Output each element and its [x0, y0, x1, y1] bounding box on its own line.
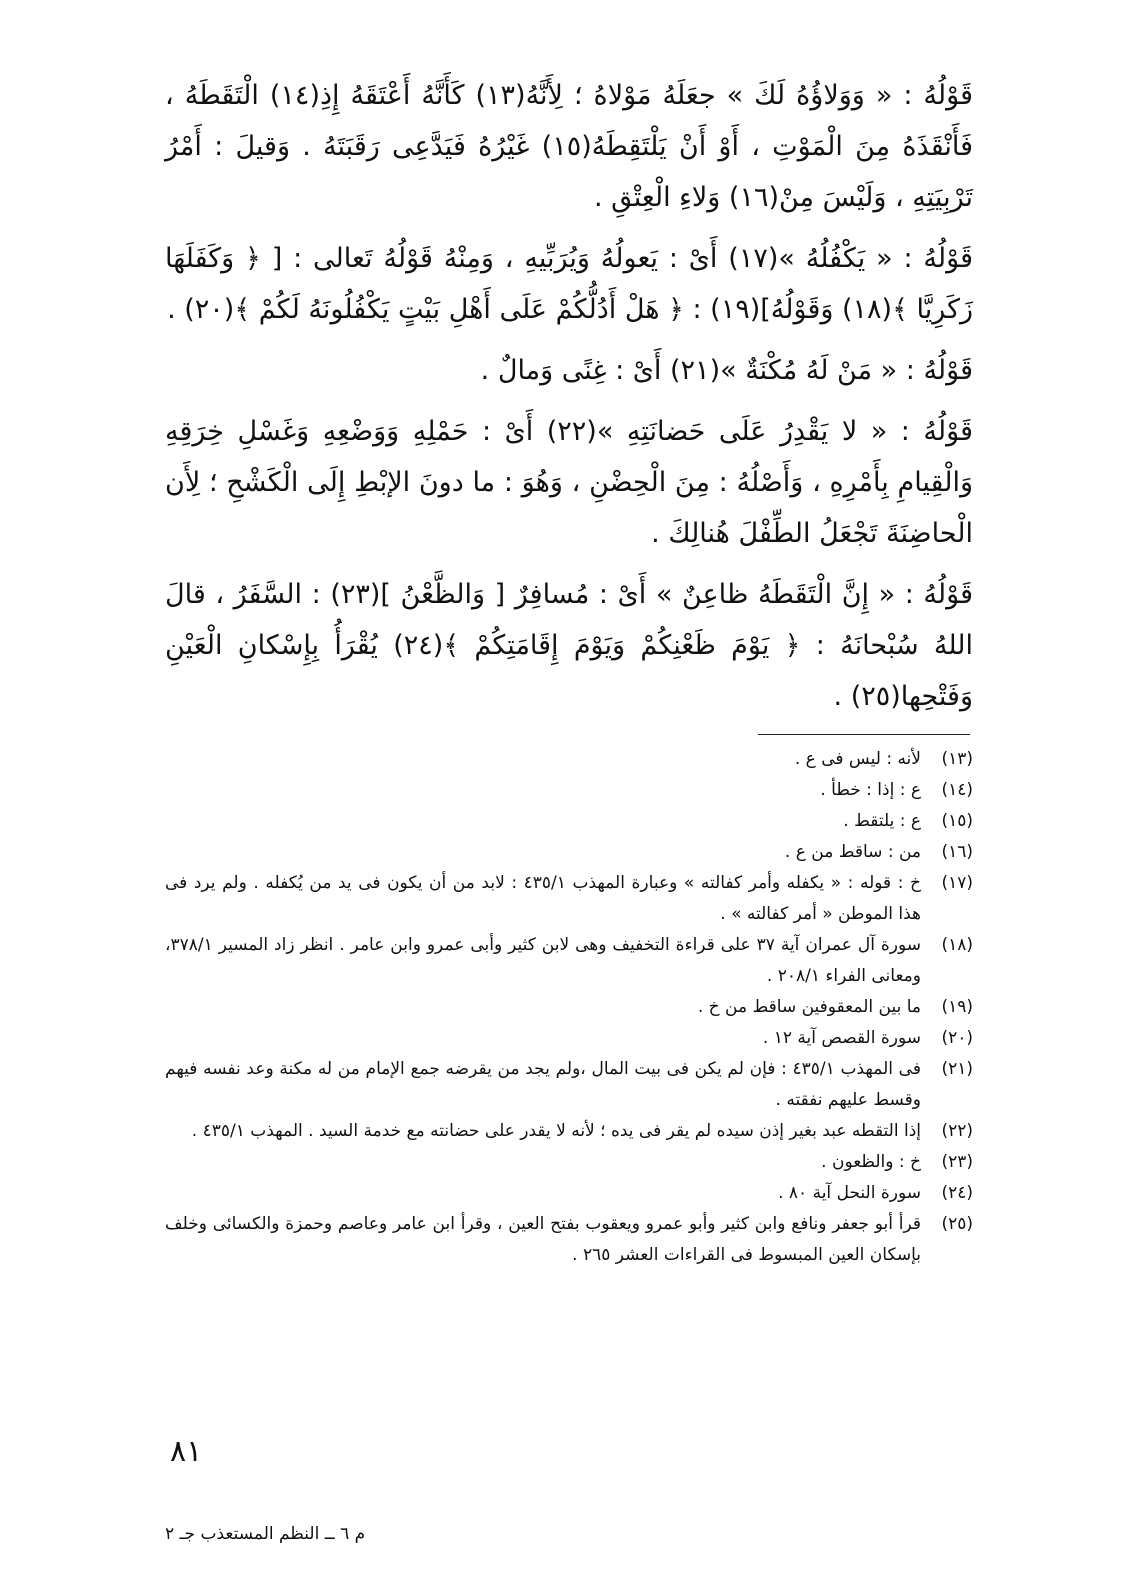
footnote-number: (١٨): [941, 935, 973, 955]
footnote-text: ع : إذا : خطأ .: [820, 780, 921, 800]
footnote-text: سورة آل عمران آية ٣٧ على قراءة التخفيف وهى لابن كثير وأبى عمرو وابن عامر . انظر زاد المسير ٣٧٨/١، ومعانى الفراء ٢٠٨/١ .: [165, 935, 921, 986]
footnote-text: سورة القصص آية ١٢ .: [762, 1028, 921, 1048]
footnote-number: (١٧): [941, 873, 973, 893]
footnote-number: (١٩): [941, 997, 973, 1017]
main-paragraph-5: قَوْلُهُ : « إِنَّ الْتَقَطَهُ ظاعِنٌ » أَىْ : مُسافِرٌ [ وَالظَّعْنُ ](٢٣) : السَّفَرُ ، قالَ اللهُ سُبْحانَهُ : ﴿ يَوْمَ ظَعْنِكُمْ وَيَوْمَ إِقَامَتِكُمْ ﴾(٢٤) يُقْرَأُ بِإِسْكانِ الْعَيْنِ وَفَتْحِها(٢٥) .: [165, 579, 973, 712]
footnote-22: [165, 1116, 973, 1147]
main-paragraph-4: قَوْلُهُ : « لا يَقْدِرُ عَلَى حَضانَتِهِ »(٢٢) أَىْ : حَمْلِهِ وَوَضْعِهِ وَغَسْلِ خِرَقِهِ وَالْقِيامِ بِأَمْرِهِ ، وَأَصْلُهُ : مِنَ الْحِضْنِ ، وَهُوَ : ما دونَ الإبْطِ إِلَى الْكَشْحِ ؛ لِأَن الْحاضِنَةَ تَجْعَلُ الطِّفْلَ هُنالِكَ .: [165, 416, 973, 549]
footnote-number: (١٤): [941, 780, 973, 800]
footnotes: [165, 744, 973, 1271]
footnote-17: [165, 868, 973, 930]
main-paragraph-1: قَوْلُهُ : « وَوَلاؤُهُ لَكَ » جعَلَهُ مَوْلاهُ ؛ لِأَنَّهُ(١٣) كَأَنَّهُ أَعْتَقَهُ إِذِ(١٤) الْتَقَطَهُ ، فَأَنْقَذَهُ مِنَ الْمَوْتِ ، أَوْ أَنْ يَلْتَقِطَهُ(١٥) غَيْرُهُ فَيَدَّعِى رَقَبَتَهُ . وَقيلَ : أَمْرُ تَرْبِيَتِهِ ، وَلَيْسَ مِنْ(١٦) وَلاءِ الْعِتْقِ .: [165, 80, 974, 213]
footnote-text: ما بين المعقوفين ساقط من خ .: [697, 997, 921, 1017]
footnote-19: [165, 992, 973, 1023]
footnote-divider: [758, 734, 970, 735]
footnote-text: سورة النحل آية ٨٠ .: [778, 1183, 921, 1203]
main-text: [165, 70, 973, 732]
footnote-text: قرأ أبو جعفر ونافع وابن كثير وأبو عمرو ويعقوب بفتح العين ، وقرأ ابن عامر وعاصم وحمزة والكسائى وخلف بإسكان العين المبسوط فى القراءات العشر ٢٦٥ .: [165, 1214, 921, 1265]
footnote-number: (٢٣): [941, 1152, 973, 1172]
footnote-18: [165, 930, 973, 992]
footnote-13: [165, 744, 973, 775]
footnote-number: (١٦): [941, 842, 973, 862]
footnote-number: (٢٤): [941, 1183, 973, 1203]
footnote-number: (٢٢): [941, 1121, 973, 1141]
footnote-20: [165, 1023, 973, 1054]
footnote-24: [165, 1178, 973, 1209]
footnote-number: (١٥): [941, 811, 973, 831]
footnote-21: [165, 1054, 973, 1116]
footnote-text: لأنه : ليس فى ع .: [794, 749, 921, 769]
print-signature: م ٦ ــ النظم المستعذب جـ ٢: [165, 1524, 366, 1544]
footnote-number: (٢٠): [941, 1028, 973, 1048]
footnote-15: [165, 806, 973, 837]
footnote-text: خ : والظعون .: [821, 1152, 921, 1172]
footnote-text: إذا التقطه عبد بغير إذن سيده لم يقر فى يده ؛ لأنه لا يقدر على حضانته مع خدمة السيد . المهذب ٤٣٥/١ .: [191, 1121, 921, 1141]
footnote-text: خ : قوله : « يكفله وأمر كفالته » وعبارة المهذب ٤٣٥/١ : لابد من أن يكون فى يد من يُكفله . ولم يرد فى هذا الموطن « أمر كفالته » .: [165, 873, 921, 924]
footnote-number: (١٣): [941, 749, 973, 769]
main-paragraph-2: قَوْلُهُ : « يَكْفُلُهُ »(١٧) أَىْ : يَعولُهُ وَيُرَبِّيهِ ، وَمِنْهُ قَوْلُهُ تَعالى : [ ﴿ وَكَفَلَهَا زَكَرِيَّا ﴾(١٨) وَقَوْلُهُ](١٩) : ﴿ هَلْ أَدُلُّكُمْ عَلَى أَهْلِ بَيْتٍ يَكْفُلُونَهُ لَكُمْ ﴾(٢٠) .: [165, 243, 973, 325]
main-paragraph-3: قَوْلُهُ : « مَنْ لَهُ مُكْنَةٌ »(٢١) أَىْ : غِنًى وَمالٌ .: [480, 355, 973, 386]
page-number: ٨١: [170, 1434, 203, 1469]
footnote-14: [165, 775, 973, 806]
footnote-number: (٢١): [941, 1059, 973, 1079]
footnote-number: (٢٥): [941, 1214, 973, 1234]
footnote-text: فى المهذب ٤٣٥/١ : فإن لم يكن فى بيت المال ،ولم يجد من يقرضه جمع الإمام من له مكنة وعد نفسه فيهم وقسط عليهم نفقته .: [165, 1059, 921, 1110]
footnote-16: [165, 837, 973, 868]
footnote-23: [165, 1147, 973, 1178]
footnote-text: من : ساقط من ع .: [784, 842, 921, 862]
footnote-text: ع : يلتقط .: [843, 811, 921, 831]
footnote-25: [165, 1209, 973, 1271]
